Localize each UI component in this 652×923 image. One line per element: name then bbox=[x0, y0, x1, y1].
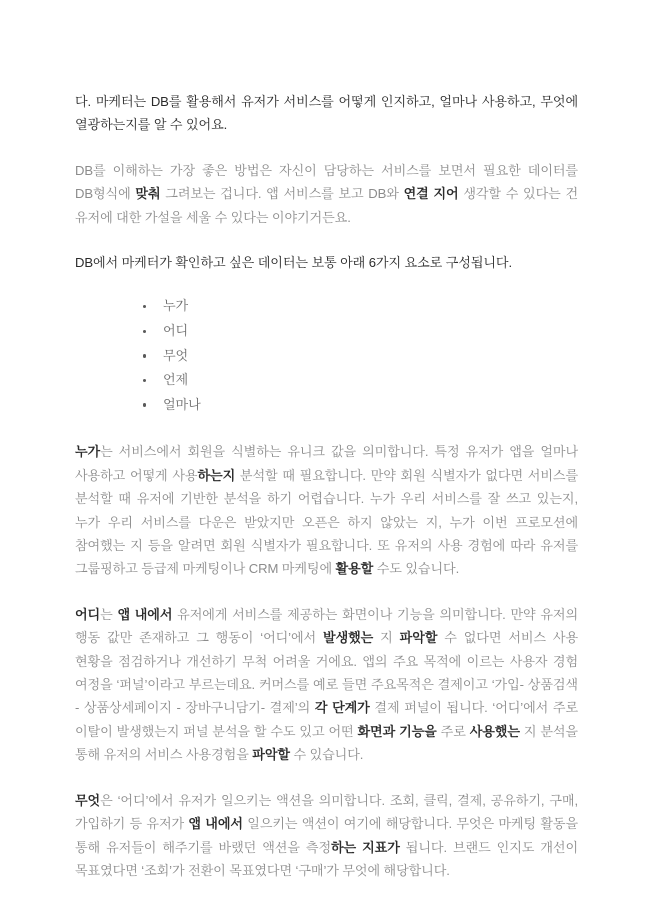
run-text: 은 ‘어디’에서 유저가 일으키는 액션을 의미합니다. 조회, 클릭, 결제, 공유하기, 구매, 가입하기 등 유저가 bbox=[75, 792, 578, 832]
run-text: 지 분석을 통해 유저의 서비스 사용경험을 bbox=[75, 723, 578, 763]
run-emphasis: 화면과 기능을 bbox=[357, 723, 437, 739]
run-emphasis: 파악할 bbox=[399, 630, 438, 646]
run-text: 됩니다. 브랜드 인지도 개선이 목표였다면 ‘조회’가 전환이 목표였다면 ‘구매’가 무엇에 해당합니다. bbox=[75, 839, 578, 878]
run-text: 일으키는 액션이 여기에 해당합니다. 무엇은 마케팅 활동을 통해 유저들이 해주기를 바랬던 액션을 측정 bbox=[75, 816, 578, 855]
run-text: DB를 이해하는 가장 좋은 방법은 자신이 담당하는 서비스를 보면서 필요한 데이터를 DB형식에 bbox=[75, 162, 578, 202]
run-emphasis: 하는지 bbox=[197, 467, 236, 483]
run-emphasis: 누가 bbox=[75, 444, 101, 460]
list-item-label: 무엇 bbox=[163, 347, 189, 363]
run-text: 는 bbox=[100, 606, 118, 622]
run-text: 유저에게 서비스를 제공하는 화면이나 기능을 의미합니다. 만약 유저의 행동 값만 존재하고 그 행동이 ‘어디’에서 bbox=[75, 606, 579, 646]
list-item-label: 어디 bbox=[163, 323, 189, 339]
run-emphasis: 앱 내에서 bbox=[188, 816, 243, 832]
document-body bbox=[75, 90, 578, 882]
run-emphasis: 어디 bbox=[75, 606, 101, 622]
list-item bbox=[75, 344, 578, 368]
paragraph-db-understanding bbox=[75, 159, 578, 229]
run-emphasis: 맞춰 bbox=[135, 186, 161, 202]
list-item bbox=[75, 368, 578, 392]
run-text: 주로 bbox=[436, 723, 470, 739]
run-emphasis: 앱 내에서 bbox=[117, 606, 173, 622]
list-item-label: 얼마나 bbox=[163, 396, 201, 412]
run-text: 수 없다면 서비스 사용 현황을 점검하거나 개선하기 무척 어려울 거에요. 앱의 주요 목적에 이르는 사용자 경험 여정을 ‘퍼널’이라고 부르는데요. 커머스를 예로 들면 주요목적은 결제이고 ‘가입- 상품검색 - 상품상세페이지 - 장바구니담기- 결제’의 bbox=[75, 630, 579, 716]
paragraph-what bbox=[75, 789, 578, 883]
run-emphasis: 발생했는 bbox=[323, 630, 374, 646]
run-emphasis: 활용할 bbox=[335, 561, 374, 577]
paragraph-intro-text: 다. 마케터는 DB를 활용해서 유저가 서비스를 어떻게 인지하고, 얼마나 사용하고, 무엇에 열광하는지를 알 수 있어요. bbox=[75, 94, 578, 133]
paragraph-six-elements-lead bbox=[75, 251, 578, 274]
run-emphasis: 파악할 bbox=[252, 747, 290, 763]
list-item-label: 언제 bbox=[163, 372, 189, 388]
list-item-label: 누가 bbox=[163, 298, 189, 314]
list-item bbox=[75, 294, 578, 318]
paragraph-who bbox=[75, 440, 578, 580]
run-text: 분석할 때 필요합니다. 만약 회원 식별자가 없다면 서비스를 분석할 때 유저에 기반한 분석을 하기 어렵습니다. 누가 우리 서비스를 잘 쓰고 있는지, 누가 우리 서비스를 다운은 받았지만 오픈은 하지 않았는 지, 누가 이번 프로모션에 참여했는 지 등을 알려면 회원 식별자가 필요합니다. 또 유저의 사용 경험에 따라 유저를 그룹핑하고 등급제 마케팅이나 CRM 마케팅에 bbox=[75, 467, 578, 577]
paragraph-where bbox=[75, 603, 578, 767]
run-text: 그려보는 겁니다. 앱 서비스를 보고 DB와 bbox=[160, 186, 404, 202]
list-item bbox=[75, 319, 578, 343]
run-text: 는 서비스에서 회원을 식별하는 유니크 값을 의미합니다. 특정 유저가 앱을 얼마나 사용하고 어떻게 사용 bbox=[75, 444, 578, 483]
paragraph-six-elements-text: DB에서 마케터가 확인하고 싶은 데이터는 보통 아래 6가지 요소로 구성됩니다. bbox=[75, 255, 513, 271]
run-emphasis: 연결 지어 bbox=[403, 186, 459, 202]
run-emphasis: 무엇 bbox=[75, 792, 101, 808]
run-text: 지 bbox=[373, 630, 400, 646]
element-bullet-list bbox=[75, 294, 578, 416]
run-text: 수도 있습니다. bbox=[373, 561, 460, 577]
run-emphasis: 각 단계가 bbox=[314, 700, 370, 716]
list-item bbox=[75, 393, 578, 417]
run-text: 수 있습니다. bbox=[289, 747, 364, 763]
run-emphasis: 하는 지표가 bbox=[331, 839, 400, 855]
run-text: 생각할 수 있다는 건 유저에 대한 가설을 세울 수 있다는 이야기거든요. bbox=[75, 186, 578, 225]
run-emphasis: 사용했는 bbox=[469, 723, 520, 739]
run-text: 결제 퍼널이 됩니다. ‘어디’에서 주로 이탈이 발생했는지 퍼널 분석을 할 수도 있고 어떤 bbox=[75, 700, 579, 739]
paragraph-intro bbox=[75, 90, 578, 137]
